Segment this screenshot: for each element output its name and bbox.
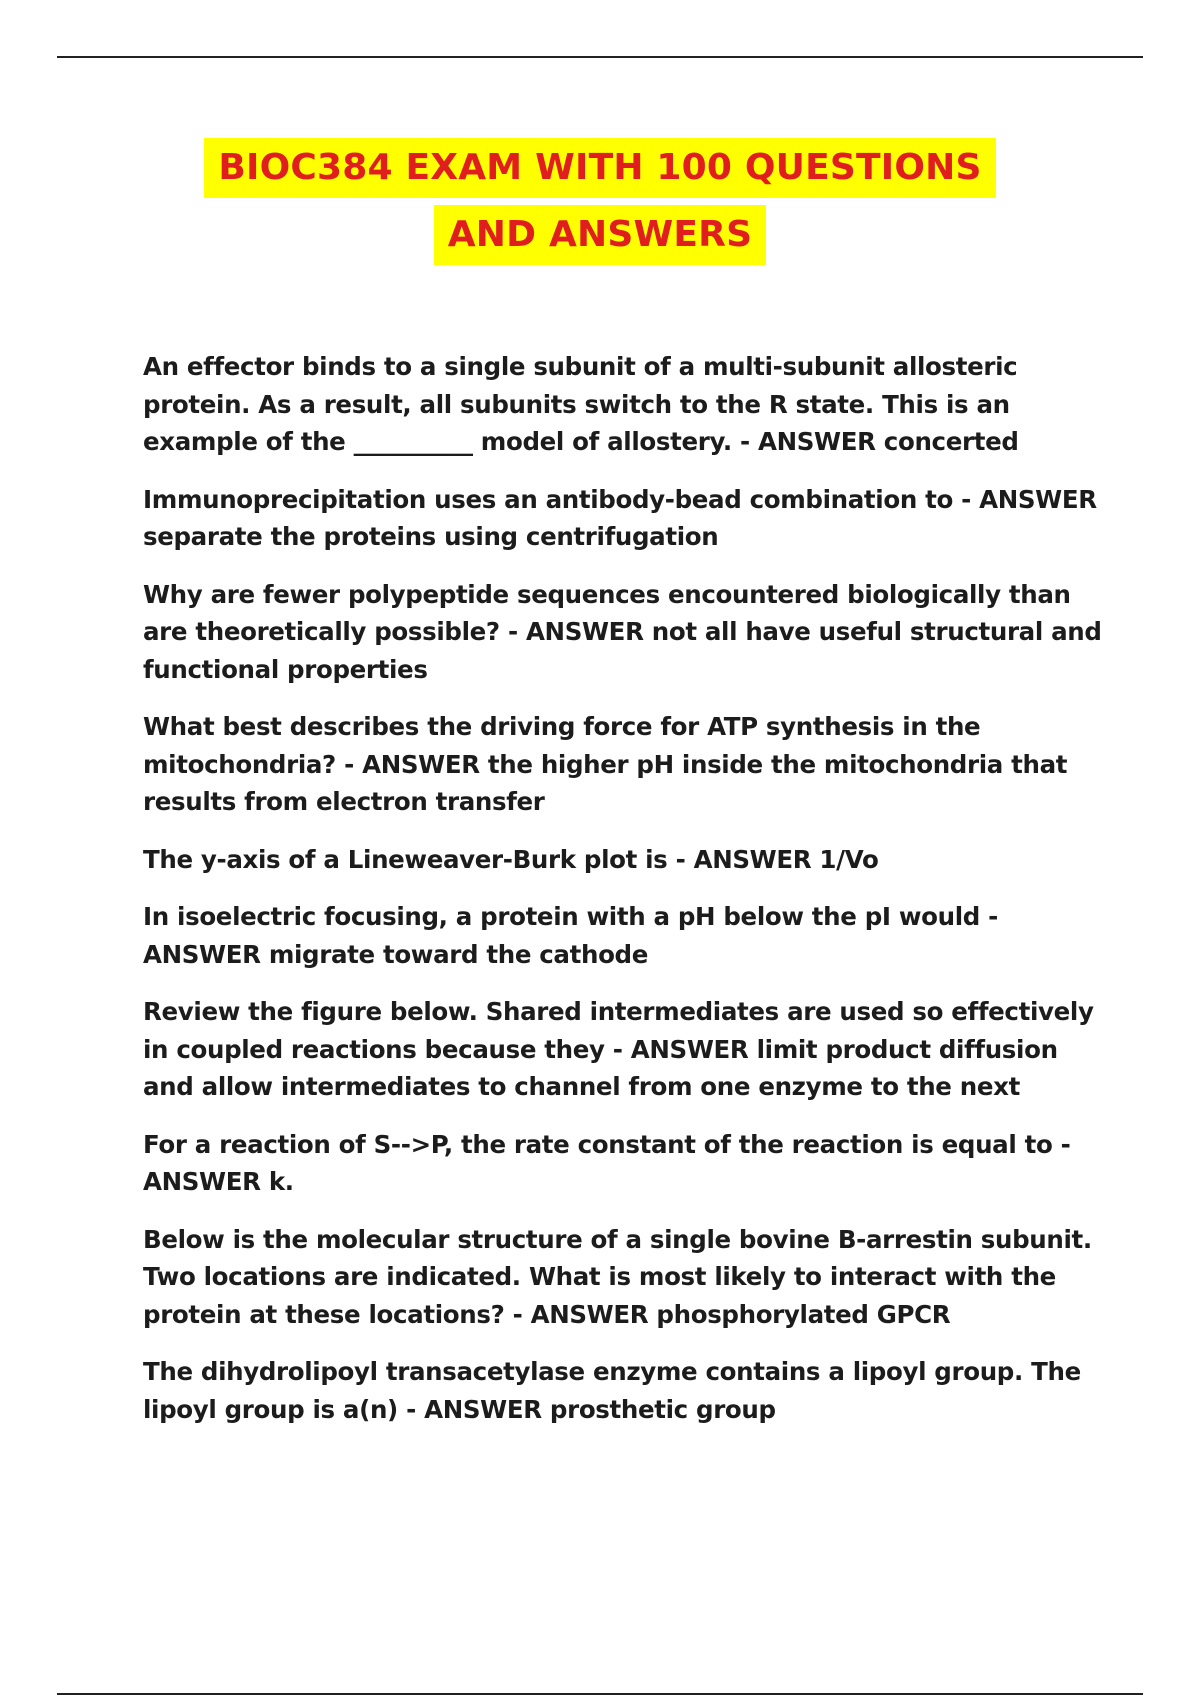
qa-item-1: An effector binds to a single subunit of a multi-subunit allosteric protein. As a result, all subunits switch to the R state. This is an example of the __________ model of allostery. - ANSWER concerted (143, 352, 1019, 456)
qa-item-3: Why are fewer polypeptide sequences encountered biologically than are theoretically possible? - ANSWER not all have useful structural and functional properties (143, 579, 1102, 684)
qa-item-10: The dihydrolipoyl transacetylase enzyme contains a lipoyl group. The lipoyl group is a(n) - ANSWER prosthetic group (143, 1357, 1081, 1424)
qa-item-9: Below is the molecular structure of a single bovine B-arrestin subunit. Two locations are indicated. What is most likely to interact with the protein at these locations? - ANSWER phosphorylated GPCR (143, 1224, 1092, 1329)
qa-item-7: Review the figure below. Shared intermediates are used so effectively in coupled reactions because they - ANSWER limit product diffusion and allow intermediates to channel from one enzyme to the next (143, 997, 1094, 1101)
question-answer-list (143, 348, 1103, 1448)
qa-item-6: In isoelectric focusing, a protein with a pH below the pI would - ANSWER migrate toward the cathode (143, 902, 998, 969)
bottom-rule (57, 1693, 1143, 1695)
qa-item-8: For a reaction of S-->P, the rate constant of the reaction is equal to - ANSWER k. (143, 1129, 1071, 1196)
qa-item-5: The y-axis of a Lineweaver-Burk plot is - ANSWER 1/Vo (143, 844, 879, 874)
qa-item-2: Immunoprecipitation uses an antibody-bead combination to - ANSWER separate the proteins using centrifugation (143, 484, 1097, 551)
qa-item-4: What best describes the driving force for ATP synthesis in the mitochondria? - ANSWER the higher pH inside the mitochondria that results from electron transfer (143, 712, 1068, 816)
top-rule (57, 56, 1143, 58)
title-line-2: AND ANSWERS (434, 205, 766, 265)
document-title (0, 138, 1200, 272)
title-line-1: BIOC384 EXAM WITH 100 QUESTIONS (204, 138, 995, 198)
